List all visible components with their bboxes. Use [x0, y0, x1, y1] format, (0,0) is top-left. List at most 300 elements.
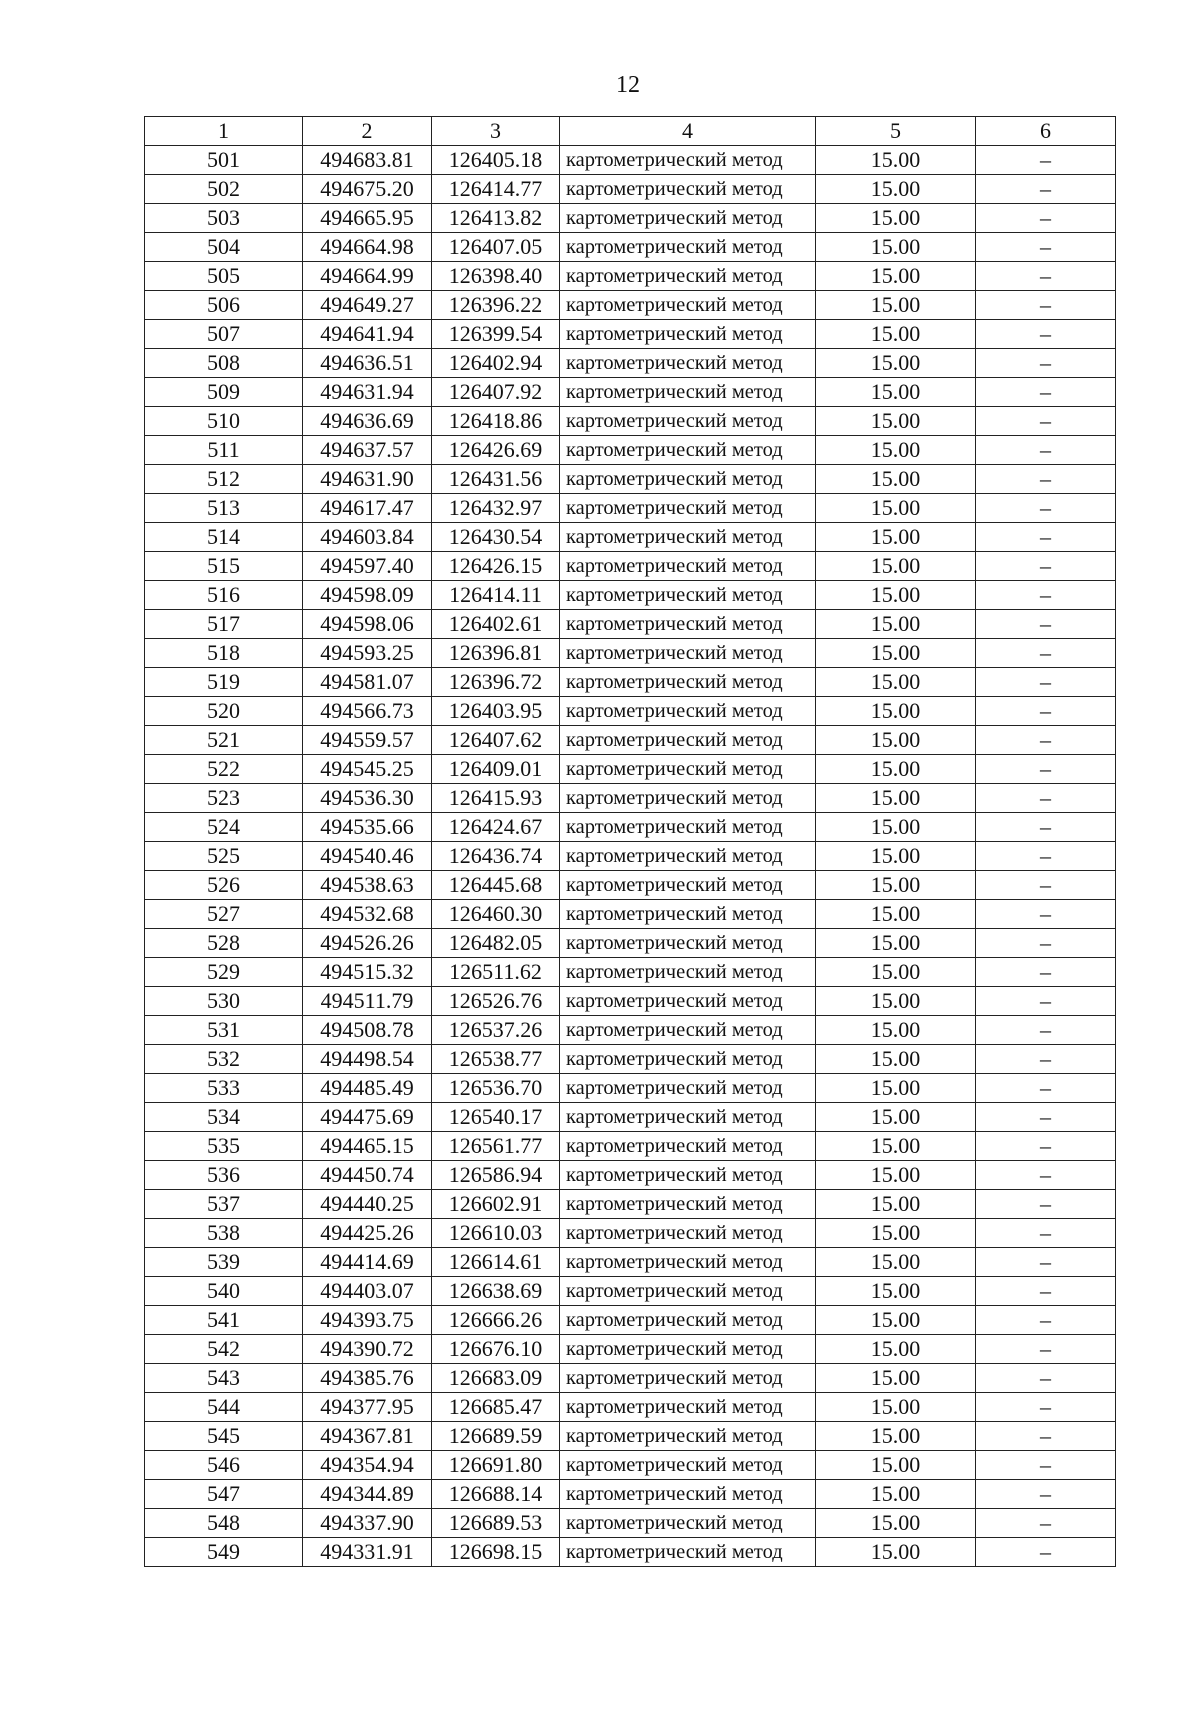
column-header: 4 — [560, 117, 816, 146]
description-cell: – — [976, 1074, 1116, 1103]
method-cell: картометрический метод — [560, 813, 816, 842]
x-coordinate-cell: 494540.46 — [303, 842, 432, 871]
description-cell: – — [976, 958, 1116, 987]
description-cell: – — [976, 494, 1116, 523]
x-coordinate-cell: 494566.73 — [303, 697, 432, 726]
method-cell: картометрический метод — [560, 1045, 816, 1074]
description-cell: – — [976, 1219, 1116, 1248]
method-cell: картометрический метод — [560, 697, 816, 726]
description-cell: – — [976, 146, 1116, 175]
description-cell: – — [976, 523, 1116, 552]
y-coordinate-cell: 126536.70 — [432, 1074, 560, 1103]
y-coordinate-cell: 126460.30 — [432, 900, 560, 929]
table-row — [145, 610, 1116, 639]
method-cell: картометрический метод — [560, 291, 816, 320]
accuracy-cell: 15.00 — [816, 436, 976, 465]
accuracy-cell: 15.00 — [816, 987, 976, 1016]
method-cell: картометрический метод — [560, 320, 816, 349]
accuracy-cell: 15.00 — [816, 1393, 976, 1422]
description-cell: – — [976, 407, 1116, 436]
accuracy-cell: 15.00 — [816, 1045, 976, 1074]
table-row — [145, 378, 1116, 407]
method-cell: картометрический метод — [560, 1422, 816, 1451]
accuracy-cell: 15.00 — [816, 900, 976, 929]
point-number-cell: 516 — [145, 581, 303, 610]
point-number-cell: 536 — [145, 1161, 303, 1190]
table-row — [145, 784, 1116, 813]
accuracy-cell: 15.00 — [816, 1451, 976, 1480]
y-coordinate-cell: 126561.77 — [432, 1132, 560, 1161]
point-number-cell: 544 — [145, 1393, 303, 1422]
x-coordinate-cell: 494597.40 — [303, 552, 432, 581]
y-coordinate-cell: 126414.11 — [432, 581, 560, 610]
table-row — [145, 1538, 1116, 1567]
table-row — [145, 1103, 1116, 1132]
method-cell: картометрический метод — [560, 1335, 816, 1364]
y-coordinate-cell: 126638.69 — [432, 1277, 560, 1306]
y-coordinate-cell: 126688.14 — [432, 1480, 560, 1509]
y-coordinate-cell: 126426.15 — [432, 552, 560, 581]
method-cell: картометрический метод — [560, 349, 816, 378]
method-cell: картометрический метод — [560, 378, 816, 407]
point-number-cell: 524 — [145, 813, 303, 842]
y-coordinate-cell: 126405.18 — [432, 146, 560, 175]
x-coordinate-cell: 494367.81 — [303, 1422, 432, 1451]
table-row — [145, 1393, 1116, 1422]
x-coordinate-cell: 494581.07 — [303, 668, 432, 697]
table-row — [145, 1480, 1116, 1509]
description-cell: – — [976, 349, 1116, 378]
x-coordinate-cell: 494559.57 — [303, 726, 432, 755]
y-coordinate-cell: 126586.94 — [432, 1161, 560, 1190]
accuracy-cell: 15.00 — [816, 871, 976, 900]
point-number-cell: 521 — [145, 726, 303, 755]
table-row — [145, 1306, 1116, 1335]
table-row — [145, 204, 1116, 233]
accuracy-cell: 15.00 — [816, 1016, 976, 1045]
x-coordinate-cell: 494649.27 — [303, 291, 432, 320]
y-coordinate-cell: 126396.72 — [432, 668, 560, 697]
accuracy-cell: 15.00 — [816, 1132, 976, 1161]
y-coordinate-cell: 126424.67 — [432, 813, 560, 842]
table-row — [145, 1451, 1116, 1480]
accuracy-cell: 15.00 — [816, 320, 976, 349]
description-cell: – — [976, 639, 1116, 668]
point-number-cell: 545 — [145, 1422, 303, 1451]
x-coordinate-cell: 494475.69 — [303, 1103, 432, 1132]
point-number-cell: 526 — [145, 871, 303, 900]
description-cell: – — [976, 1306, 1116, 1335]
description-cell: – — [976, 552, 1116, 581]
accuracy-cell: 15.00 — [816, 407, 976, 436]
method-cell: картометрический метод — [560, 1190, 816, 1219]
table-row — [145, 494, 1116, 523]
table-row — [145, 1190, 1116, 1219]
accuracy-cell: 15.00 — [816, 610, 976, 639]
point-number-cell: 527 — [145, 900, 303, 929]
description-cell: – — [976, 436, 1116, 465]
x-coordinate-cell: 494337.90 — [303, 1509, 432, 1538]
table-row — [145, 987, 1116, 1016]
accuracy-cell: 15.00 — [816, 697, 976, 726]
table-row — [145, 1422, 1116, 1451]
description-cell: – — [976, 465, 1116, 494]
y-coordinate-cell: 126432.97 — [432, 494, 560, 523]
point-number-cell: 508 — [145, 349, 303, 378]
method-cell: картометрический метод — [560, 668, 816, 697]
table-row — [145, 1277, 1116, 1306]
description-cell: – — [976, 1509, 1116, 1538]
y-coordinate-cell: 126430.54 — [432, 523, 560, 552]
accuracy-cell: 15.00 — [816, 1161, 976, 1190]
y-coordinate-cell: 126398.40 — [432, 262, 560, 291]
x-coordinate-cell: 494636.51 — [303, 349, 432, 378]
point-number-cell: 534 — [145, 1103, 303, 1132]
table-row — [145, 1016, 1116, 1045]
x-coordinate-cell: 494425.26 — [303, 1219, 432, 1248]
description-cell: – — [976, 1190, 1116, 1219]
accuracy-cell: 15.00 — [816, 1219, 976, 1248]
table-row — [145, 1364, 1116, 1393]
table-row — [145, 813, 1116, 842]
accuracy-cell: 15.00 — [816, 755, 976, 784]
description-cell: – — [976, 175, 1116, 204]
table-row — [145, 1509, 1116, 1538]
point-number-cell: 504 — [145, 233, 303, 262]
accuracy-cell: 15.00 — [816, 958, 976, 987]
point-number-cell: 546 — [145, 1451, 303, 1480]
method-cell: картометрический метод — [560, 1480, 816, 1509]
x-coordinate-cell: 494485.49 — [303, 1074, 432, 1103]
accuracy-cell: 15.00 — [816, 1190, 976, 1219]
description-cell: – — [976, 842, 1116, 871]
point-number-cell: 532 — [145, 1045, 303, 1074]
method-cell: картометрический метод — [560, 871, 816, 900]
accuracy-cell: 15.00 — [816, 1335, 976, 1364]
x-coordinate-cell: 494545.25 — [303, 755, 432, 784]
accuracy-cell: 15.00 — [816, 639, 976, 668]
x-coordinate-cell: 494631.90 — [303, 465, 432, 494]
y-coordinate-cell: 126610.03 — [432, 1219, 560, 1248]
method-cell: картометрический метод — [560, 233, 816, 262]
x-coordinate-cell: 494465.15 — [303, 1132, 432, 1161]
accuracy-cell: 15.00 — [816, 1306, 976, 1335]
description-cell: – — [976, 900, 1116, 929]
accuracy-cell: 15.00 — [816, 1538, 976, 1567]
x-coordinate-cell: 494683.81 — [303, 146, 432, 175]
column-header: 2 — [303, 117, 432, 146]
x-coordinate-cell: 494450.74 — [303, 1161, 432, 1190]
accuracy-cell: 15.00 — [816, 349, 976, 378]
accuracy-cell: 15.00 — [816, 523, 976, 552]
y-coordinate-cell: 126407.05 — [432, 233, 560, 262]
method-cell: картометрический метод — [560, 929, 816, 958]
point-number-cell: 547 — [145, 1480, 303, 1509]
x-coordinate-cell: 494508.78 — [303, 1016, 432, 1045]
description-cell: – — [976, 1393, 1116, 1422]
description-cell: – — [976, 1451, 1116, 1480]
description-cell: – — [976, 755, 1116, 784]
accuracy-cell: 15.00 — [816, 1103, 976, 1132]
table-row — [145, 407, 1116, 436]
y-coordinate-cell: 126402.61 — [432, 610, 560, 639]
accuracy-cell: 15.00 — [816, 668, 976, 697]
accuracy-cell: 15.00 — [816, 784, 976, 813]
method-cell: картометрический метод — [560, 436, 816, 465]
x-coordinate-cell: 494385.76 — [303, 1364, 432, 1393]
table-row — [145, 1248, 1116, 1277]
point-number-cell: 501 — [145, 146, 303, 175]
point-number-cell: 542 — [145, 1335, 303, 1364]
description-cell: – — [976, 668, 1116, 697]
y-coordinate-cell: 126399.54 — [432, 320, 560, 349]
point-number-cell: 531 — [145, 1016, 303, 1045]
method-cell: картометрический метод — [560, 523, 816, 552]
method-cell: картометрический метод — [560, 1016, 816, 1045]
method-cell: картометрический метод — [560, 1393, 816, 1422]
description-cell: – — [976, 1277, 1116, 1306]
x-coordinate-cell: 494344.89 — [303, 1480, 432, 1509]
description-cell: – — [976, 320, 1116, 349]
point-number-cell: 518 — [145, 639, 303, 668]
point-number-cell: 530 — [145, 987, 303, 1016]
point-number-cell: 510 — [145, 407, 303, 436]
description-cell: – — [976, 1480, 1116, 1509]
x-coordinate-cell: 494675.20 — [303, 175, 432, 204]
description-cell: – — [976, 871, 1116, 900]
method-cell: картометрический метод — [560, 204, 816, 233]
table-row — [145, 291, 1116, 320]
y-coordinate-cell: 126689.53 — [432, 1509, 560, 1538]
point-number-cell: 515 — [145, 552, 303, 581]
point-number-cell: 543 — [145, 1364, 303, 1393]
method-cell: картометрический метод — [560, 1074, 816, 1103]
y-coordinate-cell: 126407.92 — [432, 378, 560, 407]
y-coordinate-cell: 126402.94 — [432, 349, 560, 378]
method-cell: картометрический метод — [560, 900, 816, 929]
accuracy-cell: 15.00 — [816, 494, 976, 523]
point-number-cell: 509 — [145, 378, 303, 407]
y-coordinate-cell: 126526.76 — [432, 987, 560, 1016]
x-coordinate-cell: 494598.06 — [303, 610, 432, 639]
y-coordinate-cell: 126414.77 — [432, 175, 560, 204]
description-cell: – — [976, 1132, 1116, 1161]
y-coordinate-cell: 126403.95 — [432, 697, 560, 726]
method-cell: картометрический метод — [560, 262, 816, 291]
x-coordinate-cell: 494532.68 — [303, 900, 432, 929]
table-row — [145, 929, 1116, 958]
method-cell: картометрический метод — [560, 726, 816, 755]
description-cell: – — [976, 610, 1116, 639]
accuracy-cell: 15.00 — [816, 1277, 976, 1306]
accuracy-cell: 15.00 — [816, 929, 976, 958]
point-number-cell: 548 — [145, 1509, 303, 1538]
accuracy-cell: 15.00 — [816, 726, 976, 755]
table-row — [145, 1132, 1116, 1161]
description-cell: – — [976, 204, 1116, 233]
table-row — [145, 523, 1116, 552]
point-number-cell: 523 — [145, 784, 303, 813]
description-cell: – — [976, 1103, 1116, 1132]
description-cell: – — [976, 1016, 1116, 1045]
accuracy-cell: 15.00 — [816, 175, 976, 204]
column-header: 5 — [816, 117, 976, 146]
description-cell: – — [976, 1538, 1116, 1567]
x-coordinate-cell: 494536.30 — [303, 784, 432, 813]
method-cell: картометрический метод — [560, 175, 816, 204]
column-header: 1 — [145, 117, 303, 146]
x-coordinate-cell: 494617.47 — [303, 494, 432, 523]
description-cell: – — [976, 581, 1116, 610]
table-row — [145, 871, 1116, 900]
y-coordinate-cell: 126691.80 — [432, 1451, 560, 1480]
accuracy-cell: 15.00 — [816, 233, 976, 262]
accuracy-cell: 15.00 — [816, 1509, 976, 1538]
method-cell: картометрический метод — [560, 987, 816, 1016]
table-row — [145, 668, 1116, 697]
table-row — [145, 639, 1116, 668]
point-number-cell: 528 — [145, 929, 303, 958]
method-cell: картометрический метод — [560, 146, 816, 175]
method-cell: картометрический метод — [560, 610, 816, 639]
y-coordinate-cell: 126511.62 — [432, 958, 560, 987]
table-row — [145, 465, 1116, 494]
description-cell: – — [976, 233, 1116, 262]
point-number-cell: 522 — [145, 755, 303, 784]
point-number-cell: 541 — [145, 1306, 303, 1335]
point-number-cell: 540 — [145, 1277, 303, 1306]
point-number-cell: 535 — [145, 1132, 303, 1161]
table-row — [145, 349, 1116, 378]
y-coordinate-cell: 126418.86 — [432, 407, 560, 436]
y-coordinate-cell: 126614.61 — [432, 1248, 560, 1277]
column-header: 3 — [432, 117, 560, 146]
point-number-cell: 537 — [145, 1190, 303, 1219]
description-cell: – — [976, 1422, 1116, 1451]
method-cell: картометрический метод — [560, 552, 816, 581]
point-number-cell: 520 — [145, 697, 303, 726]
table-row — [145, 233, 1116, 262]
description-cell: – — [976, 378, 1116, 407]
accuracy-cell: 15.00 — [816, 552, 976, 581]
accuracy-cell: 15.00 — [816, 842, 976, 871]
x-coordinate-cell: 494390.72 — [303, 1335, 432, 1364]
method-cell: картометрический метод — [560, 494, 816, 523]
method-cell: картометрический метод — [560, 958, 816, 987]
x-coordinate-cell: 494603.84 — [303, 523, 432, 552]
method-cell: картометрический метод — [560, 1538, 816, 1567]
method-cell: картометрический метод — [560, 1132, 816, 1161]
accuracy-cell: 15.00 — [816, 291, 976, 320]
table-row — [145, 1335, 1116, 1364]
description-cell: – — [976, 813, 1116, 842]
table-row — [145, 175, 1116, 204]
y-coordinate-cell: 126698.15 — [432, 1538, 560, 1567]
x-coordinate-cell: 494593.25 — [303, 639, 432, 668]
table-body — [145, 146, 1116, 1567]
y-coordinate-cell: 126436.74 — [432, 842, 560, 871]
y-coordinate-cell: 126415.93 — [432, 784, 560, 813]
x-coordinate-cell: 494498.54 — [303, 1045, 432, 1074]
method-cell: картометрический метод — [560, 1219, 816, 1248]
description-cell: – — [976, 1248, 1116, 1277]
point-number-cell: 506 — [145, 291, 303, 320]
method-cell: картометрический метод — [560, 1277, 816, 1306]
method-cell: картометрический метод — [560, 784, 816, 813]
method-cell: картометрический метод — [560, 1103, 816, 1132]
y-coordinate-cell: 126689.59 — [432, 1422, 560, 1451]
description-cell: – — [976, 262, 1116, 291]
y-coordinate-cell: 126676.10 — [432, 1335, 560, 1364]
point-number-cell: 507 — [145, 320, 303, 349]
page-number: 12 — [616, 72, 640, 98]
table-row — [145, 1161, 1116, 1190]
x-coordinate-cell: 494393.75 — [303, 1306, 432, 1335]
point-number-cell: 533 — [145, 1074, 303, 1103]
point-number-cell: 519 — [145, 668, 303, 697]
method-cell: картометрический метод — [560, 1509, 816, 1538]
x-coordinate-cell: 494511.79 — [303, 987, 432, 1016]
point-number-cell: 517 — [145, 610, 303, 639]
description-cell: – — [976, 987, 1116, 1016]
method-cell: картометрический метод — [560, 755, 816, 784]
point-number-cell: 538 — [145, 1219, 303, 1248]
table-row — [145, 842, 1116, 871]
y-coordinate-cell: 126396.22 — [432, 291, 560, 320]
point-number-cell: 512 — [145, 465, 303, 494]
table-row — [145, 958, 1116, 987]
method-cell: картометрический метод — [560, 842, 816, 871]
table-row — [145, 697, 1116, 726]
accuracy-cell: 15.00 — [816, 1480, 976, 1509]
table-row — [145, 1045, 1116, 1074]
x-coordinate-cell: 494538.63 — [303, 871, 432, 900]
y-coordinate-cell: 126685.47 — [432, 1393, 560, 1422]
description-cell: – — [976, 291, 1116, 320]
coordinates-table — [144, 116, 1116, 1567]
x-coordinate-cell: 494664.99 — [303, 262, 432, 291]
x-coordinate-cell: 494664.98 — [303, 233, 432, 262]
table-row — [145, 436, 1116, 465]
accuracy-cell: 15.00 — [816, 465, 976, 494]
point-number-cell: 513 — [145, 494, 303, 523]
table-row — [145, 262, 1116, 291]
table-row — [145, 552, 1116, 581]
point-number-cell: 503 — [145, 204, 303, 233]
description-cell: – — [976, 1335, 1116, 1364]
method-cell: картометрический метод — [560, 581, 816, 610]
description-cell: – — [976, 929, 1116, 958]
method-cell: картометрический метод — [560, 1451, 816, 1480]
table-row — [145, 1074, 1116, 1103]
point-number-cell: 529 — [145, 958, 303, 987]
accuracy-cell: 15.00 — [816, 813, 976, 842]
x-coordinate-cell: 494535.66 — [303, 813, 432, 842]
x-coordinate-cell: 494414.69 — [303, 1248, 432, 1277]
x-coordinate-cell: 494515.32 — [303, 958, 432, 987]
point-number-cell: 511 — [145, 436, 303, 465]
table-row — [145, 900, 1116, 929]
table-row — [145, 1219, 1116, 1248]
description-cell: – — [976, 1045, 1116, 1074]
x-coordinate-cell: 494354.94 — [303, 1451, 432, 1480]
table-row — [145, 320, 1116, 349]
description-cell: – — [976, 1364, 1116, 1393]
header-row — [145, 117, 1116, 146]
point-number-cell: 505 — [145, 262, 303, 291]
accuracy-cell: 15.00 — [816, 146, 976, 175]
y-coordinate-cell: 126666.26 — [432, 1306, 560, 1335]
